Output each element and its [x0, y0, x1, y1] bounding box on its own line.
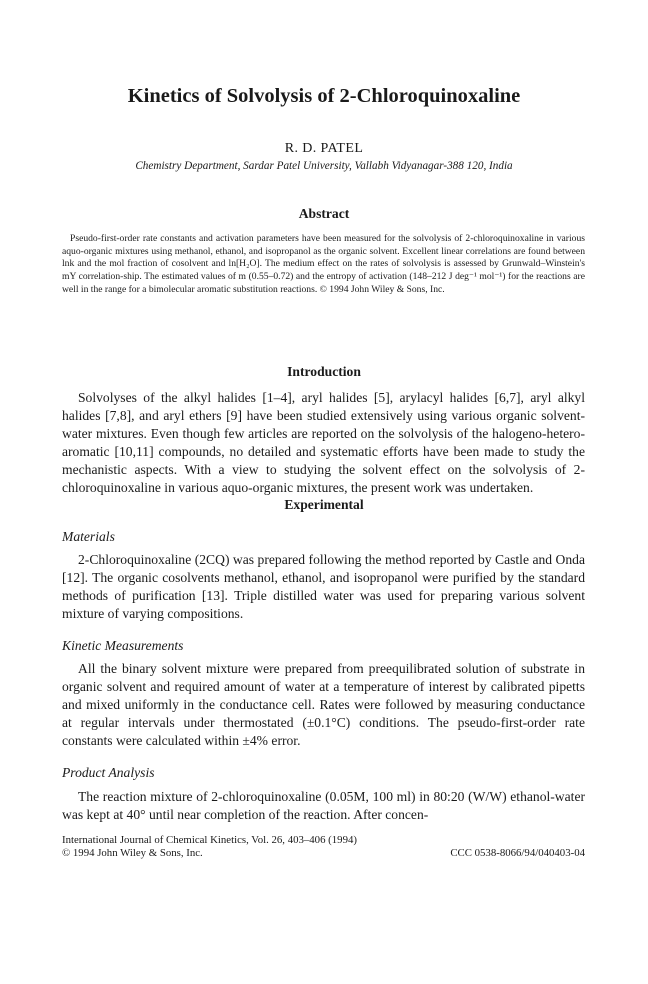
author-affiliation: Chemistry Department, Sardar Patel University, Vallabh Vidyanagar-388 120, India — [135, 160, 513, 172]
page-footer — [62, 834, 585, 860]
experimental-heading: Experimental — [284, 497, 364, 512]
product-analysis-heading: Product Analysis — [62, 765, 155, 780]
introduction-text: Solvolyses of the alkyl halides [1–4], aryl halides [5], arylacyl halides [6,7], aryl alkyl halides [7,8], and aryl ethers [9] have been studied extensively using various organic solvent-water mixtures. Even though few articles are reported on the solvolysis of the halogeno-hetero-aromatic [10,11] compounds, no detailed and systematic efforts have been made to study the mechanistic aspects. With a view to studying the solvent effect on the solvolysis of 2-chloroquinoxaline in various aquo-organic mixtures, the present work was undertaken. — [62, 390, 585, 495]
journal-citation: International Journal of Chemical Kinetics, Vol. 26, 403–406 (1994) — [62, 834, 357, 846]
materials-heading: Materials — [62, 529, 115, 544]
ccc-code: CCC 0538-8066/94/040403-04 — [450, 847, 585, 859]
introduction-heading: Introduction — [287, 364, 361, 379]
abstract-heading: Abstract — [298, 206, 350, 221]
paper-title: Kinetics of Solvolysis of 2-Chloroquinoxaline — [127, 85, 521, 107]
abstract-text: Pseudo-first-order rate constants and activation parameters have been measured for the solvolysis of 2-chloroquinoxaline in various aquo-organic mixtures using methanol, ethanol, and isopropanol as the organic solvent. Excellent linear correlations are found between lnk and the mol fraction of cosolvent and ln[H₂O]. The medium effect on the rates of solvolysis is assessed by Grunwald–Winstein's mY correlation-ship. The estimated values of m (0.55–0.72) and the entropy of activation (148–212 J deg⁻¹ mol⁻¹) for the reactions are well in the range for a bimolecular aromatic substitution reactions. © 1994 John Wiley & Sons, Inc. — [62, 233, 585, 295]
materials-text: 2-Chloroquinoxaline (2CQ) was prepared following the method reported by Castle and Onda [12]. The organic cosolvents methanol, ethanol, and isopropanol were purified by the standard methods of purification [13]. Triple distilled water was used for preparing various solvent mixture of varying compositions. — [62, 552, 585, 621]
kinetic-measurements-heading: Kinetic Measurements — [62, 638, 184, 653]
kinetic-measurements-text: All the binary solvent mixture were prepared from preequilibrated solution of substrate in organic solvent and required amount of water at a temperature of interest by calibrated pipetts and mixed uniformly in the conductance cell. Rates were followed by measuring conductance at regular intervals under thermostated (±0.1°C) conditions. The pseudo-first-order rate constants were calculated within ±4% error. — [62, 661, 585, 748]
product-analysis-text: The reaction mixture of 2-chloroquinoxaline (0.05M, 100 ml) in 80:20 (W/W) ethanol-water was kept at 40° until near completion of the reaction. After concen- — [62, 789, 585, 822]
author-name: R. D. PATEL — [284, 141, 364, 156]
copyright-notice: © 1994 John Wiley & Sons, Inc. — [62, 847, 203, 859]
